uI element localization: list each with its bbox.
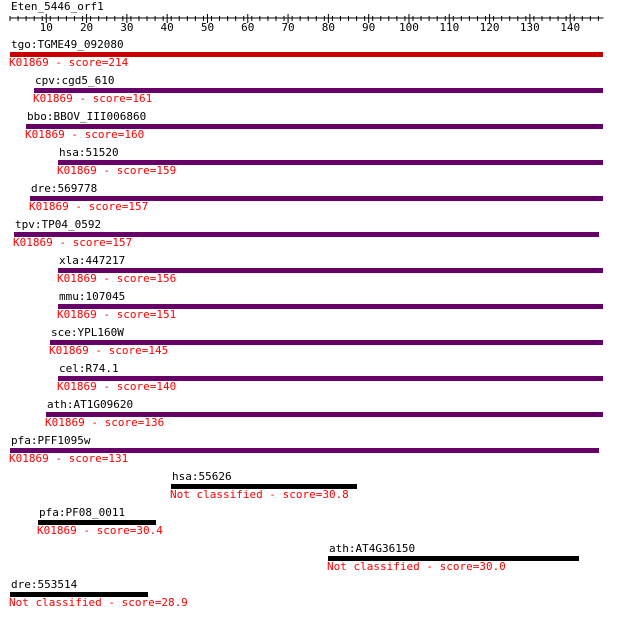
hit-name[interactable]: hsa:55626 <box>172 470 232 483</box>
hit-score-label[interactable]: K01869 - score=161 <box>33 92 153 105</box>
hit-score-label[interactable]: K01869 - score=160 <box>25 128 145 141</box>
hit-name[interactable]: tpv:TP04_0592 <box>15 218 102 231</box>
ruler-tick-label: 60 <box>241 21 255 34</box>
hit-name[interactable]: sce:YPL160W <box>51 326 124 339</box>
ruler-tick-label: 20 <box>79 21 94 34</box>
hit-score-label[interactable]: Not classified - score=28.9 <box>9 596 188 609</box>
hit-name[interactable]: tgo:TGME49_092080 <box>11 38 124 51</box>
hit-name[interactable]: mmu:107045 <box>59 290 126 303</box>
hit-score-label[interactable]: K01869 - score=156 <box>57 272 177 285</box>
hit-score-label[interactable]: Not classified - score=30.8 <box>170 488 349 501</box>
hit-name[interactable]: ath:AT1G09620 <box>47 398 134 411</box>
ruler-tick-label: 90 <box>362 21 376 34</box>
hit-score-label[interactable]: K01869 - score=131 <box>9 452 129 465</box>
ruler-tick-label: 70 <box>281 21 295 34</box>
hit-name[interactable]: pfa:PF08_0011 <box>39 506 126 519</box>
hit-score-label[interactable]: K01869 - score=151 <box>57 308 177 321</box>
hit-score-label[interactable]: K01869 - score=145 <box>49 344 169 357</box>
ruler-tick-label: 120 <box>479 21 500 34</box>
hit-score-label[interactable]: K01869 - score=140 <box>57 380 177 393</box>
hit-score-label[interactable]: K01869 - score=136 <box>45 416 165 429</box>
ruler-tick-label: 10 <box>39 21 53 34</box>
hit-name[interactable]: ath:AT4G36150 <box>329 542 416 555</box>
hit-score-label[interactable]: K01869 - score=30.4 <box>37 524 163 537</box>
hit-name[interactable]: dre:553514 <box>11 578 78 591</box>
ruler-tick-label: 30 <box>120 21 134 34</box>
hit-score-label[interactable]: K01869 - score=214 <box>9 56 129 69</box>
hit-name[interactable]: cel:R74.1 <box>59 362 119 375</box>
ruler-tick-label: 100 <box>399 21 419 34</box>
ruler-tick-label: 140 <box>560 21 581 34</box>
hit-score-label[interactable]: Not classified - score=30.0 <box>327 560 506 573</box>
hit-score-label[interactable]: K01869 - score=157 <box>29 200 149 213</box>
hit-score-label[interactable]: K01869 - score=159 <box>57 164 177 177</box>
ruler-tick-label: 80 <box>321 21 335 34</box>
hit-name[interactable]: cpv:cgd5_610 <box>35 74 115 87</box>
ruler-tick-label: 110 <box>439 21 460 34</box>
hit-name[interactable]: bbo:BBOV_III006860 <box>27 110 147 123</box>
ruler-tick-label: 50 <box>200 21 215 34</box>
query-name: Eten_5446_orf1 <box>11 0 104 13</box>
hit-name[interactable]: pfa:PFF1095w <box>11 434 91 447</box>
hit-name[interactable]: hsa:51520 <box>59 146 119 159</box>
hit-score-label[interactable]: K01869 - score=157 <box>13 236 133 249</box>
ruler-tick-label: 130 <box>519 21 540 34</box>
ruler-tick-label: 40 <box>160 21 174 34</box>
hit-name[interactable]: xla:447217 <box>59 254 126 267</box>
hit-name[interactable]: dre:569778 <box>31 182 98 195</box>
